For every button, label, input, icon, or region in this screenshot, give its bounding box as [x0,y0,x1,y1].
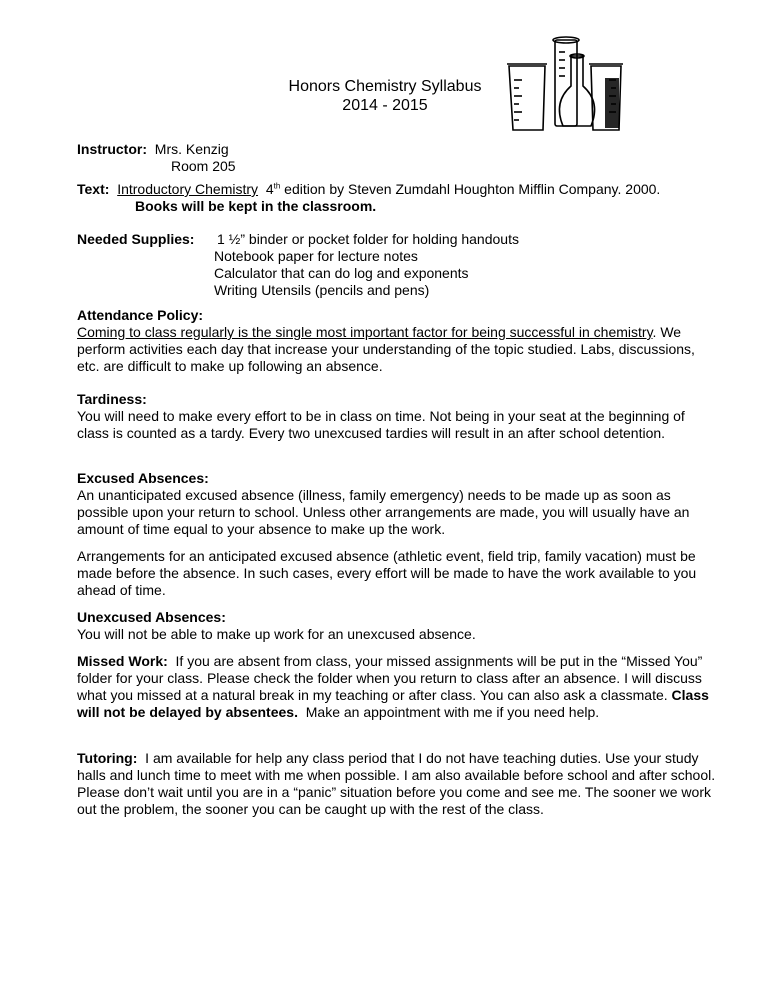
instructor-name: Mrs. Kenzig [154,141,229,157]
missed-work-section [77,653,717,721]
supply-item: Calculator that can do log and exponents [214,265,469,281]
tutoring-body: I am available for help any class period that I do not have teaching duties. Use your study halls and lunch time to meet with me when possible. I am also available before school and after school. Please don’t wait until you are in a “panic” situation before you come and see me. The sooner we work out the problem, the sooner you can be caught up with the rest of the class. [77,750,716,817]
lab-glassware-icon [505,36,625,136]
instructor-section [77,141,717,175]
tutoring-section [77,750,717,818]
attendance-heading: Attendance Policy: [77,307,204,323]
missed-work-heading: Missed Work: [77,653,168,669]
missed-work-body-1: If you are absent from class, your missed assignments will be put in the “Missed You” folder for your class. Please check the folder when you return to class after an absence. I will discuss what you missed at a natural break in my teaching or after class. You can also ask a classmate. [77,653,703,703]
missed-work-bold: Class will not be delayed by absentees. [77,687,709,720]
excused-body-2: Arrangements for an anticipated excused absence (athletic event, field trip, family vacation) must be made before the absence. In such cases, every effort will be made to have the work available to you ahead of time. [77,548,697,598]
unexcused-heading: Unexcused Absences: [77,609,226,625]
instructor-room: Room 205 [171,158,236,174]
books-note: Books will be kept in the classroom. [135,198,377,214]
attendance-body: We perform activities each day that increase your understanding of the topic studied. Labs, discussions, etc. are difficult to make up following an absence. [77,324,695,374]
missed-work-body-2: Make an appointment with me if you need help. [305,704,600,720]
tardiness-heading: Tardiness: [77,391,147,407]
book-details: edition by Steven Zumdahl Houghton Mifflin Company. 2000. [284,181,661,197]
excused-anticipated-section [77,548,717,599]
text-section [77,181,717,215]
excused-body-1: An unanticipated excused absence (illness, family emergency) needs to be made up as soon as possible upon your return to school. Unless other arrangements are made, you will usually have an amount of time equal to your absence to make up the work. [77,487,690,537]
supplies-label: Needed Supplies: [77,231,195,247]
book-title: Introductory Chemistry [117,181,259,197]
supplies-section [77,231,717,298]
attendance-key-statement: Coming to class regularly is the single most important factor for being successful in chemistry [77,324,653,340]
supply-item: Writing Utensils (pencils and pens) [214,282,430,298]
text-label: Text: [77,181,110,197]
tardiness-section [77,391,717,442]
page-title [270,77,500,115]
instructor-label: Instructor: [77,141,147,157]
unexcused-body: You will not be able to make up work for an unexcused absence. [77,626,476,642]
tutoring-heading: Tutoring: [77,750,138,766]
tardiness-body: You will need to make every effort to be in class on time. Not being in your seat at the beginning of class is counted as a tardy. Every two unexcused tardies will result in an after school detention. [77,408,685,441]
supply-item: 1 ½” binder or pocket folder for holding handouts [217,231,519,247]
edition-suffix: th [273,181,281,191]
excused-section [77,470,717,538]
edition-number: 4 [265,181,274,197]
title-line-1: Honors Chemistry Syllabus [288,78,482,95]
supplies-list [214,231,519,299]
unexcused-section [77,609,717,643]
supply-item: Notebook paper for lecture notes [214,248,418,264]
excused-heading: Excused Absences: [77,470,209,486]
attendance-section: Attendance Policy: Coming to class regularly is the single most important factor for being successful in chemistry. We perform activities each day that increase your understanding of the topic studied. Labs, discussions, etc. are difficult to make up following an absence. [77,307,717,375]
title-line-2: 2014 - 2015 [342,97,428,114]
